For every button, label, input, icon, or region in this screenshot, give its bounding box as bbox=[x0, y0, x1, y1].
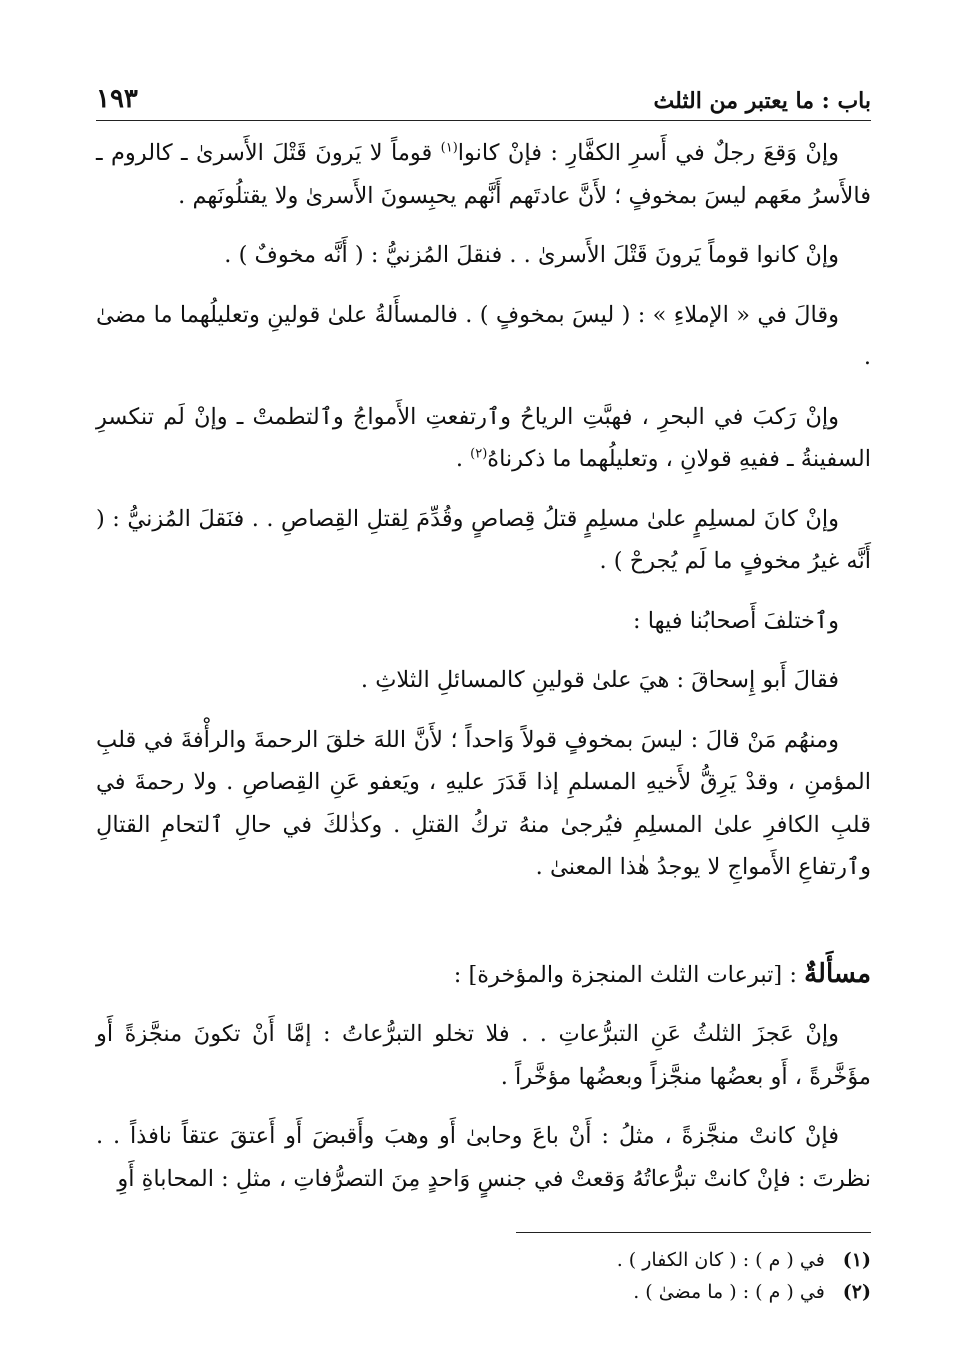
footnote-number: (٢) bbox=[842, 1281, 871, 1303]
page-header bbox=[96, 78, 871, 121]
footnote-number: (١) bbox=[842, 1249, 871, 1271]
paragraph: وإنْ كانَ لمسلِمٍ علىٰ مسلِمٍ قتلُ قِصاصٍ وقُدِّمَ لِقتلِ القِصاصِ . . فنَقلَ المُزنيُّ : ( أَنَّه غيرُ مخوفٍ ما لَم يُجرحْ ) . bbox=[96, 505, 871, 574]
paragraph: وٱختلفَ أَصحابُنا فيها : bbox=[633, 607, 839, 634]
footnote-text: في ( م ) : ( كان الكفار ) . bbox=[616, 1249, 825, 1271]
section-keyword: مسأَلةٌ bbox=[804, 958, 871, 989]
paragraph: فقالَ أَبو إِسحاقَ : هيَ علىٰ قولينِ كالمسائلِ الثلاثِ . bbox=[360, 667, 839, 693]
paragraph: وإنْ رَكبَ في البحرِ ، فهبَّتِ الرياحُ وٱرتفعتِ الأَمواجُ وٱلتطمتْ ـ وإنْ لَم تنكسرِ السفينةُ ـ ففيهِ قولانِ ، وتعليلُهما ما ذكرناهُ$^{(٢)}$ . bbox=[96, 403, 871, 472]
section-heading bbox=[96, 953, 871, 997]
footnote bbox=[96, 1244, 871, 1276]
paragraph: وإنْ كانوا قوماً يَرونَ قَتْلَ الأَسرىٰ . . فنقلَ المُزنيُّ : ( أَنَّه مخوفٌ ) . bbox=[224, 242, 839, 268]
footnote-text: في ( م ) : ( ما مضىٰ ) . bbox=[633, 1281, 825, 1303]
section-title: : [تبرعات الثلث المنجزة والمؤخرة] : bbox=[453, 961, 805, 988]
paragraph: وإنْ وَقعَ رجلٌ في أَسرِ الكفَّارِ : فإنْ كانوا$^{(١)}$ قوماً لا يَرونَ قَتْلَ الأَسرىٰ ـ كالروم ـ فالأَسرُ معَهم ليسَ بمخوفٍ ؛ لأَنَّ عادتَهم أَنَّهم يحبِسونَ الأَسرىٰ ولا يقتلُونَهم . bbox=[96, 140, 871, 209]
running-title: باب : ما يعتبر من الثلث bbox=[653, 88, 871, 114]
page-number: ١٩٣ bbox=[96, 84, 138, 114]
paragraph: ومنهُم مَنْ قالَ : ليسَ بمخوفٍ قولاً وَاحداً ؛ لأَنَّ اللهَ خلقَ الرحمةَ والرأْفةَ في قلبِ المؤمنِ ، وقدْ يَرِقُّ لأَخيهِ المسلمِ إذا قَدَرَ عليهِ ، ويَعفو عَنِ القِصاصِ . ولا رحمةَ في قلبِ الكافرِ علىٰ المسلِمِ فيُرجىٰ منهُ تركُ القتلِ . وكذٰلكَ في حالِ ٱلتحامِ القتالِ وٱرتفاعِ الأَمواجِ لا يوجدُ هٰذا المعنىٰ . bbox=[96, 726, 871, 880]
paragraph: فإنْ كانتْ منجَّزةً ، مثلُ : أَنْ باعَ وحابىٰ أَو وهبَ وأَقبضَ أَو أَعتقَ عتقاً نافذاً . . نظرتَ : فإنْ كانتْ تبرُّعاتُهُ وَقعتْ في جنسٍ وَاحدٍ مِنَ التصرُّفاتِ ، مثلِ : المحاباةِ أَوِ bbox=[96, 1123, 871, 1192]
footnote-ref[interactable]: (٢) bbox=[470, 446, 488, 462]
paragraph: وإنْ عَجزَ الثلثُ عَنِ التبرُّعاتِ . . فلا تخلو التبرُّعاتُ : إمَّا أَنْ تكونَ منجَّزةً أَو مؤَخَّرةً ، أَو بعضُها منجَّزاً وبعضُها مؤخَّراً . bbox=[96, 1021, 871, 1090]
footnote bbox=[96, 1276, 871, 1308]
main-text bbox=[96, 132, 871, 1217]
footnote-ref[interactable]: (١) bbox=[440, 140, 458, 156]
footnotes bbox=[96, 1244, 871, 1308]
paragraph: وقالَ في « الإملاءِ » : ( ليسَ بمخوفٍ ) . فالمسأَلةُ علىٰ قولينِ وتعليلُهما ما مضىٰ . bbox=[96, 301, 871, 370]
footnote-divider bbox=[516, 1232, 871, 1233]
